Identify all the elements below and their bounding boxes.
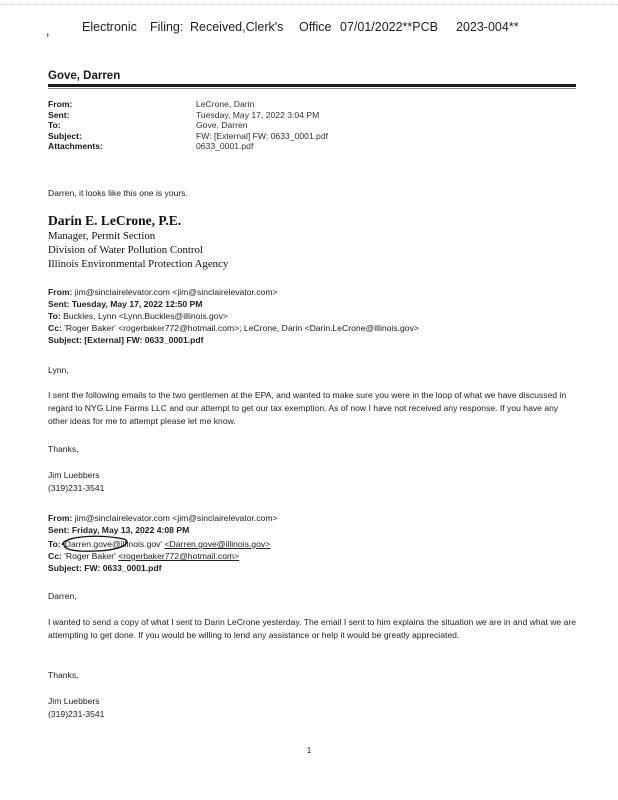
- signature-name: Darin E. LeCrone, P.E.: [48, 213, 182, 228]
- fw1-cc-row: [48, 323, 419, 333]
- fw1-cc-value[interactable]: 'Roger Baker' <rogerbaker772@hotmail.com>; LeCrone, Darin <Darin.LeCrone@illinois.gov>: [64, 323, 419, 333]
- header-sent-value: Tuesday, May 17, 2022 3:04 PM: [196, 109, 320, 120]
- signature-division: Division of Water Pollution Control: [48, 244, 203, 256]
- fw2-from-value[interactable]: jim@sinclairelevator.com <jim@sinclairelevator.com>: [74, 513, 278, 523]
- header-from-label: From:: [48, 99, 73, 109]
- header-attachments-label: Attachments:: [48, 141, 103, 151]
- fw1-sent-label: Sent:: [48, 299, 70, 309]
- fw2-cc-label: Cc:: [48, 551, 62, 561]
- header-sent-label: Sent:: [48, 109, 70, 120]
- fw2-cc-email[interactable]: <rogerbaker772@hotmail.com>: [118, 551, 240, 561]
- fw1-thanks: Thanks,: [48, 444, 79, 454]
- fw1-to-label: To:: [48, 311, 61, 321]
- fw2-from-label: From:: [48, 513, 73, 523]
- heading-rule-thin: [48, 88, 576, 89]
- stamp-filing: Filing:: [150, 20, 184, 34]
- header-to-label: To:: [48, 120, 61, 130]
- fw1-sent-value: Tuesday, May 17, 2022 12:50 PM: [71, 299, 203, 309]
- fw2-body: I wanted to send a copy of what I sent to Darin LeCrone yesterday. The email I sent to him explains the situation we are in and what we are attempting to get done. If you would be willing to lend any assistance or help it would be greatly appreciated.: [48, 617, 577, 640]
- filing-stamp: [0, 20, 618, 38]
- intro-text: Darren, it looks like this one is yours.: [48, 188, 188, 198]
- fw1-body: I sent the following emails to the two gentlemen at the EPA, and wanted to make sure you were in the loop of what we have discussed in regard to NYG Line Farms LLC and our attempt to get our tax exemption. As of now I have not received any response. If you have any other ideas for me to attempt please let me know.: [48, 390, 567, 426]
- header-subject-label: Subject:: [48, 130, 82, 141]
- fw1-sig-name: Jim Luebbers: [48, 470, 100, 480]
- fw1-from-value[interactable]: jim@sinclairelevator.com <jim@sinclairelevator.com>: [74, 287, 278, 297]
- stamp-mark: ,: [46, 24, 50, 38]
- stamp-date: 07/01/2022**PCB: [340, 20, 438, 34]
- fw1-subject-row: [48, 335, 204, 345]
- fw1-greeting: Lynn,: [48, 365, 69, 375]
- header-attachments-value[interactable]: 0633_0001.pdf: [196, 141, 254, 151]
- fw2-thanks: Thanks,: [48, 670, 79, 680]
- signature-block: [48, 213, 228, 271]
- fw2-greeting: Darren,: [48, 591, 77, 601]
- signature-agency: Illinois Environmental Protection Agency: [48, 258, 229, 270]
- stamp-case: 2023-004**: [456, 20, 519, 34]
- fw1-sent-row: [48, 299, 202, 309]
- fw1-subject-value: [External] FW: 0633_0001.pdf: [84, 335, 204, 345]
- fw2-to-email[interactable]: <Darren.gove@illinois.gov>: [164, 539, 271, 549]
- fw2-subject-label: Subject:: [48, 563, 82, 573]
- fw2-to-label: To:: [48, 539, 61, 549]
- fw1-from-label: From:: [48, 287, 73, 297]
- fw2-sig-phone: (319)231-3541: [48, 709, 105, 719]
- scan-edge-dots: [0, 4, 618, 7]
- header-to-value: Gove, Darren: [196, 120, 248, 130]
- fw1-to-value[interactable]: Buckles, Lynn <Lynn.Buckles@illinois.gov>: [63, 311, 228, 321]
- fw2-to-name[interactable]: 'Darren.gove@illinois.gov': [63, 539, 163, 549]
- fw1-subject-label: Subject:: [48, 335, 82, 345]
- recipient-name: Gove, Darren: [48, 70, 121, 82]
- page-number: 1: [306, 746, 312, 755]
- header-subject-value: FW: [External] FW: 0633_0001.pdf: [196, 130, 328, 141]
- fw2-subject-value: FW: 0633_0001.pdf: [84, 563, 162, 573]
- fw2-sent-label: Sent:: [48, 525, 70, 535]
- fw1-from-row: [48, 287, 278, 297]
- header-from-value: LeCrone, Darin: [196, 99, 255, 109]
- fw2-subject-row: [48, 563, 162, 573]
- fw2-from-row: [48, 513, 278, 523]
- handwritten-circle-mark: [58, 533, 130, 553]
- signature-title: Manager, Permit Section: [48, 230, 156, 242]
- stamp-office: Office: [299, 20, 332, 34]
- heading-rule: [48, 84, 576, 87]
- stamp-electronic: Electronic: [82, 20, 137, 34]
- fw1-to-row: [48, 311, 228, 321]
- fw1-sig-phone: (319)231-3541: [48, 483, 105, 493]
- stamp-received: Received,Clerk's: [190, 20, 284, 34]
- fw2-sent-value: Friday, May 13, 2022 4:08 PM: [71, 525, 190, 535]
- fw1-cc-label: Cc:: [48, 323, 62, 333]
- fw2-sig-name: Jim Luebbers: [48, 696, 100, 706]
- fw2-cc-name: 'Roger Baker': [64, 551, 116, 561]
